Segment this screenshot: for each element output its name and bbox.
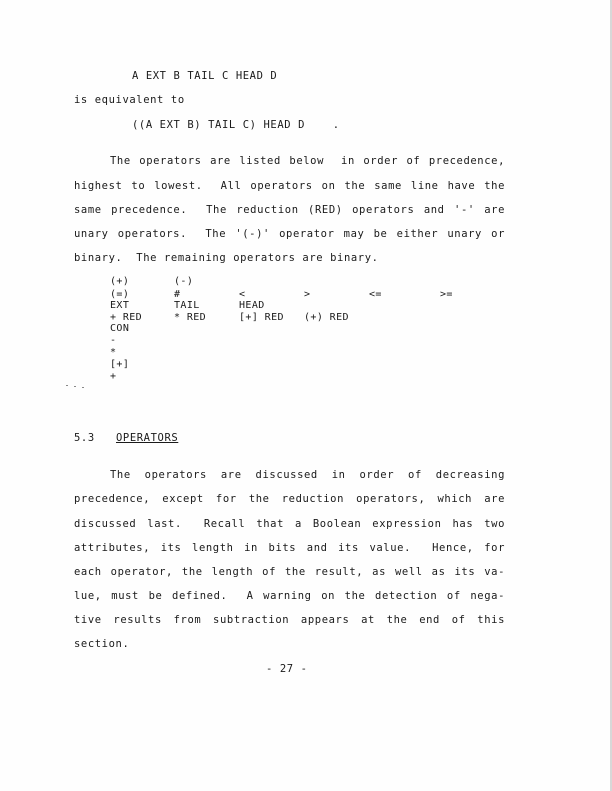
operator-cell: +	[110, 371, 117, 382]
operator-cell: >=	[440, 289, 453, 300]
paragraph-line: highest to lowest. All operators on the same line have the	[74, 180, 505, 192]
operator-cell: >	[304, 289, 311, 300]
scan-speck	[82, 387, 84, 388]
operator-cell: <=	[369, 289, 382, 300]
page-number: - 27 -	[266, 663, 308, 675]
paragraph-line: The operators are listed below in order of precedence,	[110, 155, 505, 167]
operator-cell: [+] RED	[239, 312, 284, 323]
operator-cell: HEAD	[239, 300, 265, 311]
section-title: OPERATORS	[116, 432, 179, 444]
paragraph-line: unary operators. The '(-)' operator may be either unary or	[74, 228, 505, 240]
operator-cell: -	[110, 335, 117, 346]
operator-cell: [+]	[110, 359, 130, 370]
operator-cell: TAIL	[174, 300, 200, 311]
scan-speck	[74, 386, 76, 387]
scan-speck	[66, 385, 68, 386]
paragraph-line: binary. The remaining operators are binary.	[74, 252, 379, 264]
paragraph-line: The operators are discussed in order of decreasing	[110, 469, 505, 481]
operator-cell: (=)	[110, 289, 130, 300]
operator-cell: (+) RED	[304, 312, 349, 323]
operator-cell: EXT	[110, 300, 130, 311]
operator-cell: #	[174, 289, 181, 300]
operator-cell: CON	[110, 323, 130, 334]
section-number: 5.3	[74, 432, 95, 444]
paragraph-line: discussed last. Recall that a Boolean expression has two	[74, 518, 505, 530]
paragraph-line: each operator, the length of the result, as well as its va-	[74, 566, 505, 578]
operator-cell: * RED	[174, 312, 207, 323]
operator-cell: <	[239, 289, 246, 300]
paragraph-line: lue, must be defined. A warning on the detection of nega-	[74, 590, 505, 602]
paragraph-line: tive results from subtraction appears at the end of this	[74, 614, 505, 626]
paragraph-line: section.	[74, 638, 130, 650]
operator-cell: + RED	[110, 312, 143, 323]
operator-cell: *	[110, 347, 117, 358]
example-expression: A EXT B TAIL C HEAD D	[132, 70, 278, 82]
parenthesized-expression: ((A EXT B) TAIL C) HEAD D .	[132, 119, 340, 131]
paragraph-line: attributes, its length in bits and its value. Hence, for	[74, 542, 505, 554]
paragraph-line: precedence, except for the reduction operators, which are	[74, 493, 505, 505]
equivalence-text: is equivalent to	[74, 94, 185, 106]
operator-cell: (+)	[110, 276, 130, 287]
operator-cell: (-)	[174, 276, 194, 287]
paragraph-line: same precedence. The reduction (RED) operators and '-' are	[74, 204, 505, 216]
